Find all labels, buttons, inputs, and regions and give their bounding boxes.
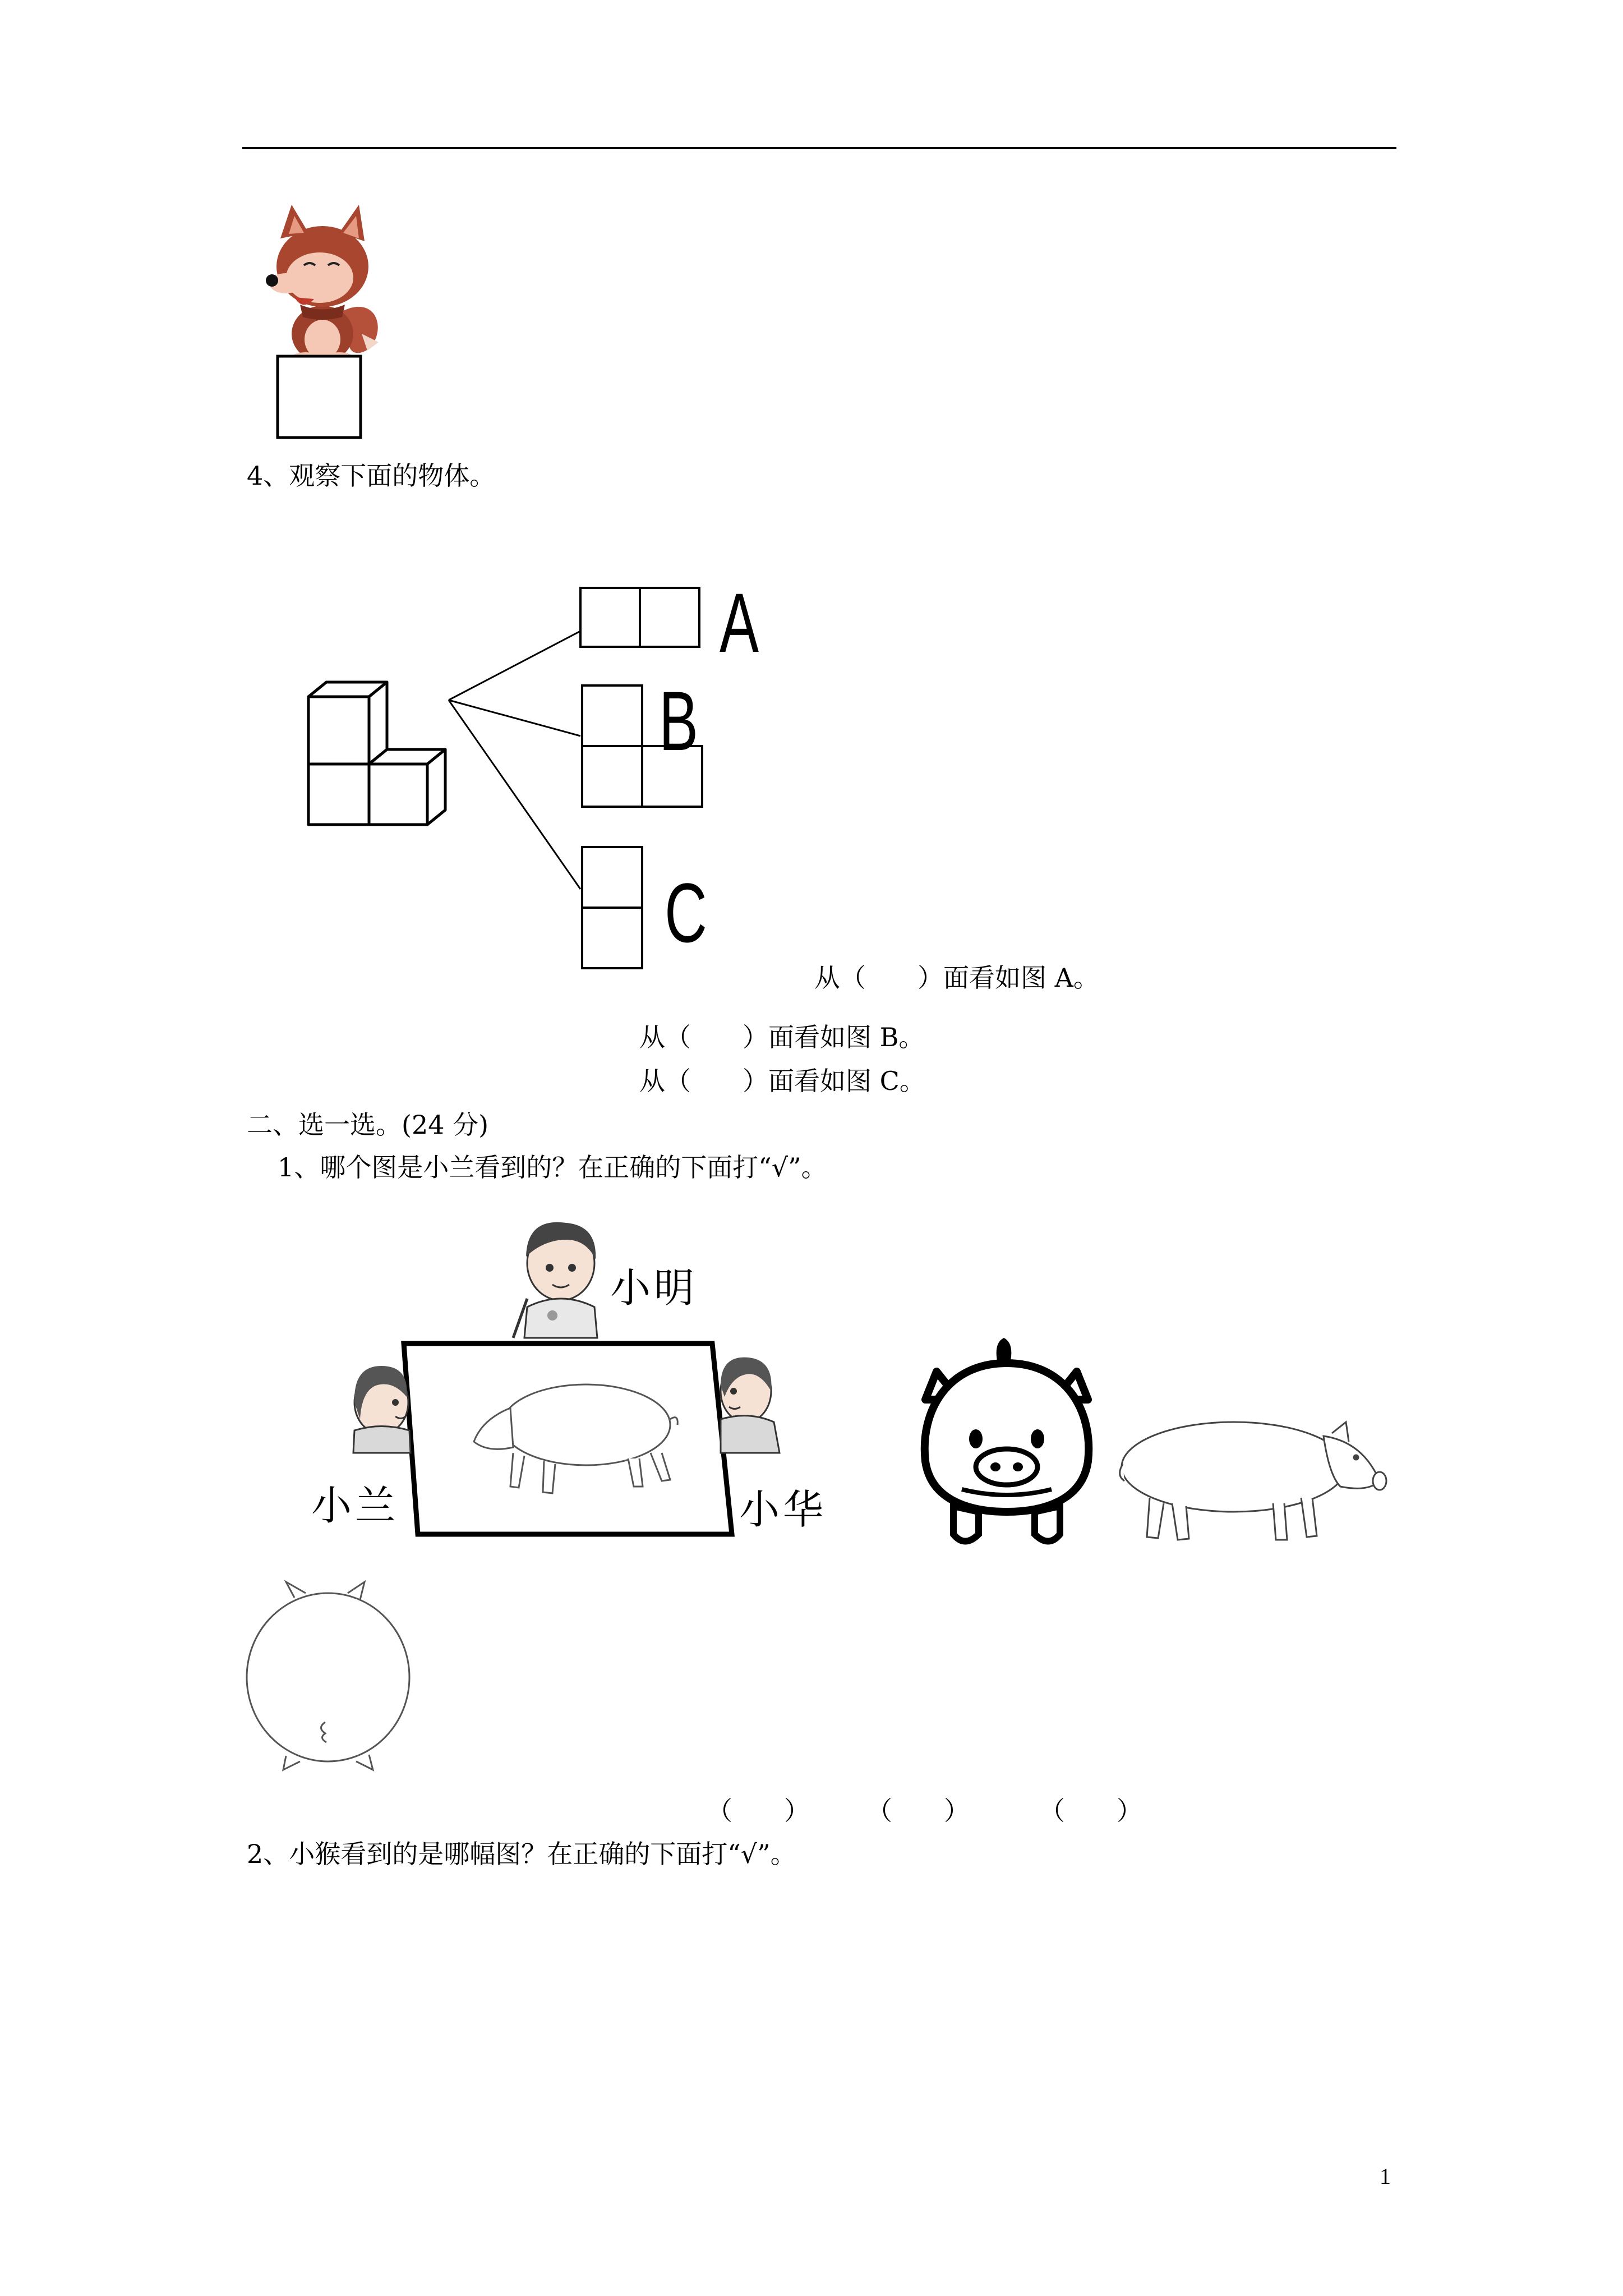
section-2-title: 二、选一选。(24 分) bbox=[247, 1110, 489, 1140]
xiaolan-label: 小兰 bbox=[311, 1482, 399, 1529]
figure-label-b: B bbox=[659, 674, 699, 768]
figure-label-c: C bbox=[665, 866, 707, 960]
answer-blank-3[interactable]: （ ） bbox=[1039, 1796, 1142, 1826]
pig-top-view-option bbox=[241, 1576, 415, 1784]
pig-side-view-option bbox=[1116, 1402, 1396, 1554]
question-2-text: 2、小猴看到的是哪幅图？在正确的下面打“√”。 bbox=[247, 1839, 796, 1869]
figure-label-a: A bbox=[720, 576, 759, 670]
xiaohua-label: 小华 bbox=[739, 1486, 827, 1533]
xiaoming-label: 小明 bbox=[610, 1264, 698, 1312]
answer-blank-2[interactable]: （ ） bbox=[866, 1796, 970, 1826]
page-number: 1 bbox=[1380, 2164, 1391, 2189]
xiaoming-figure bbox=[513, 1222, 597, 1338]
question-1-text: 1、哪个图是小兰看到的？在正确的下面打“√”。 bbox=[278, 1152, 827, 1182]
xiaohua-figure bbox=[721, 1358, 780, 1453]
question-4-title: 4、观察下面的物体。 bbox=[247, 461, 496, 491]
view-b-question: 从（ ）面看如图 B。 bbox=[639, 1022, 925, 1052]
header-rule bbox=[242, 147, 1396, 149]
pig-front-view-option bbox=[914, 1332, 1099, 1557]
answer-blank-1[interactable]: （ ） bbox=[707, 1796, 810, 1826]
view-c-question: 从（ ）面看如图 C。 bbox=[639, 1066, 925, 1096]
fox-illustration bbox=[247, 199, 404, 446]
view-a-question: 从（ ）面看如图 A。 bbox=[814, 963, 1099, 993]
xiaolan-figure bbox=[353, 1366, 411, 1453]
